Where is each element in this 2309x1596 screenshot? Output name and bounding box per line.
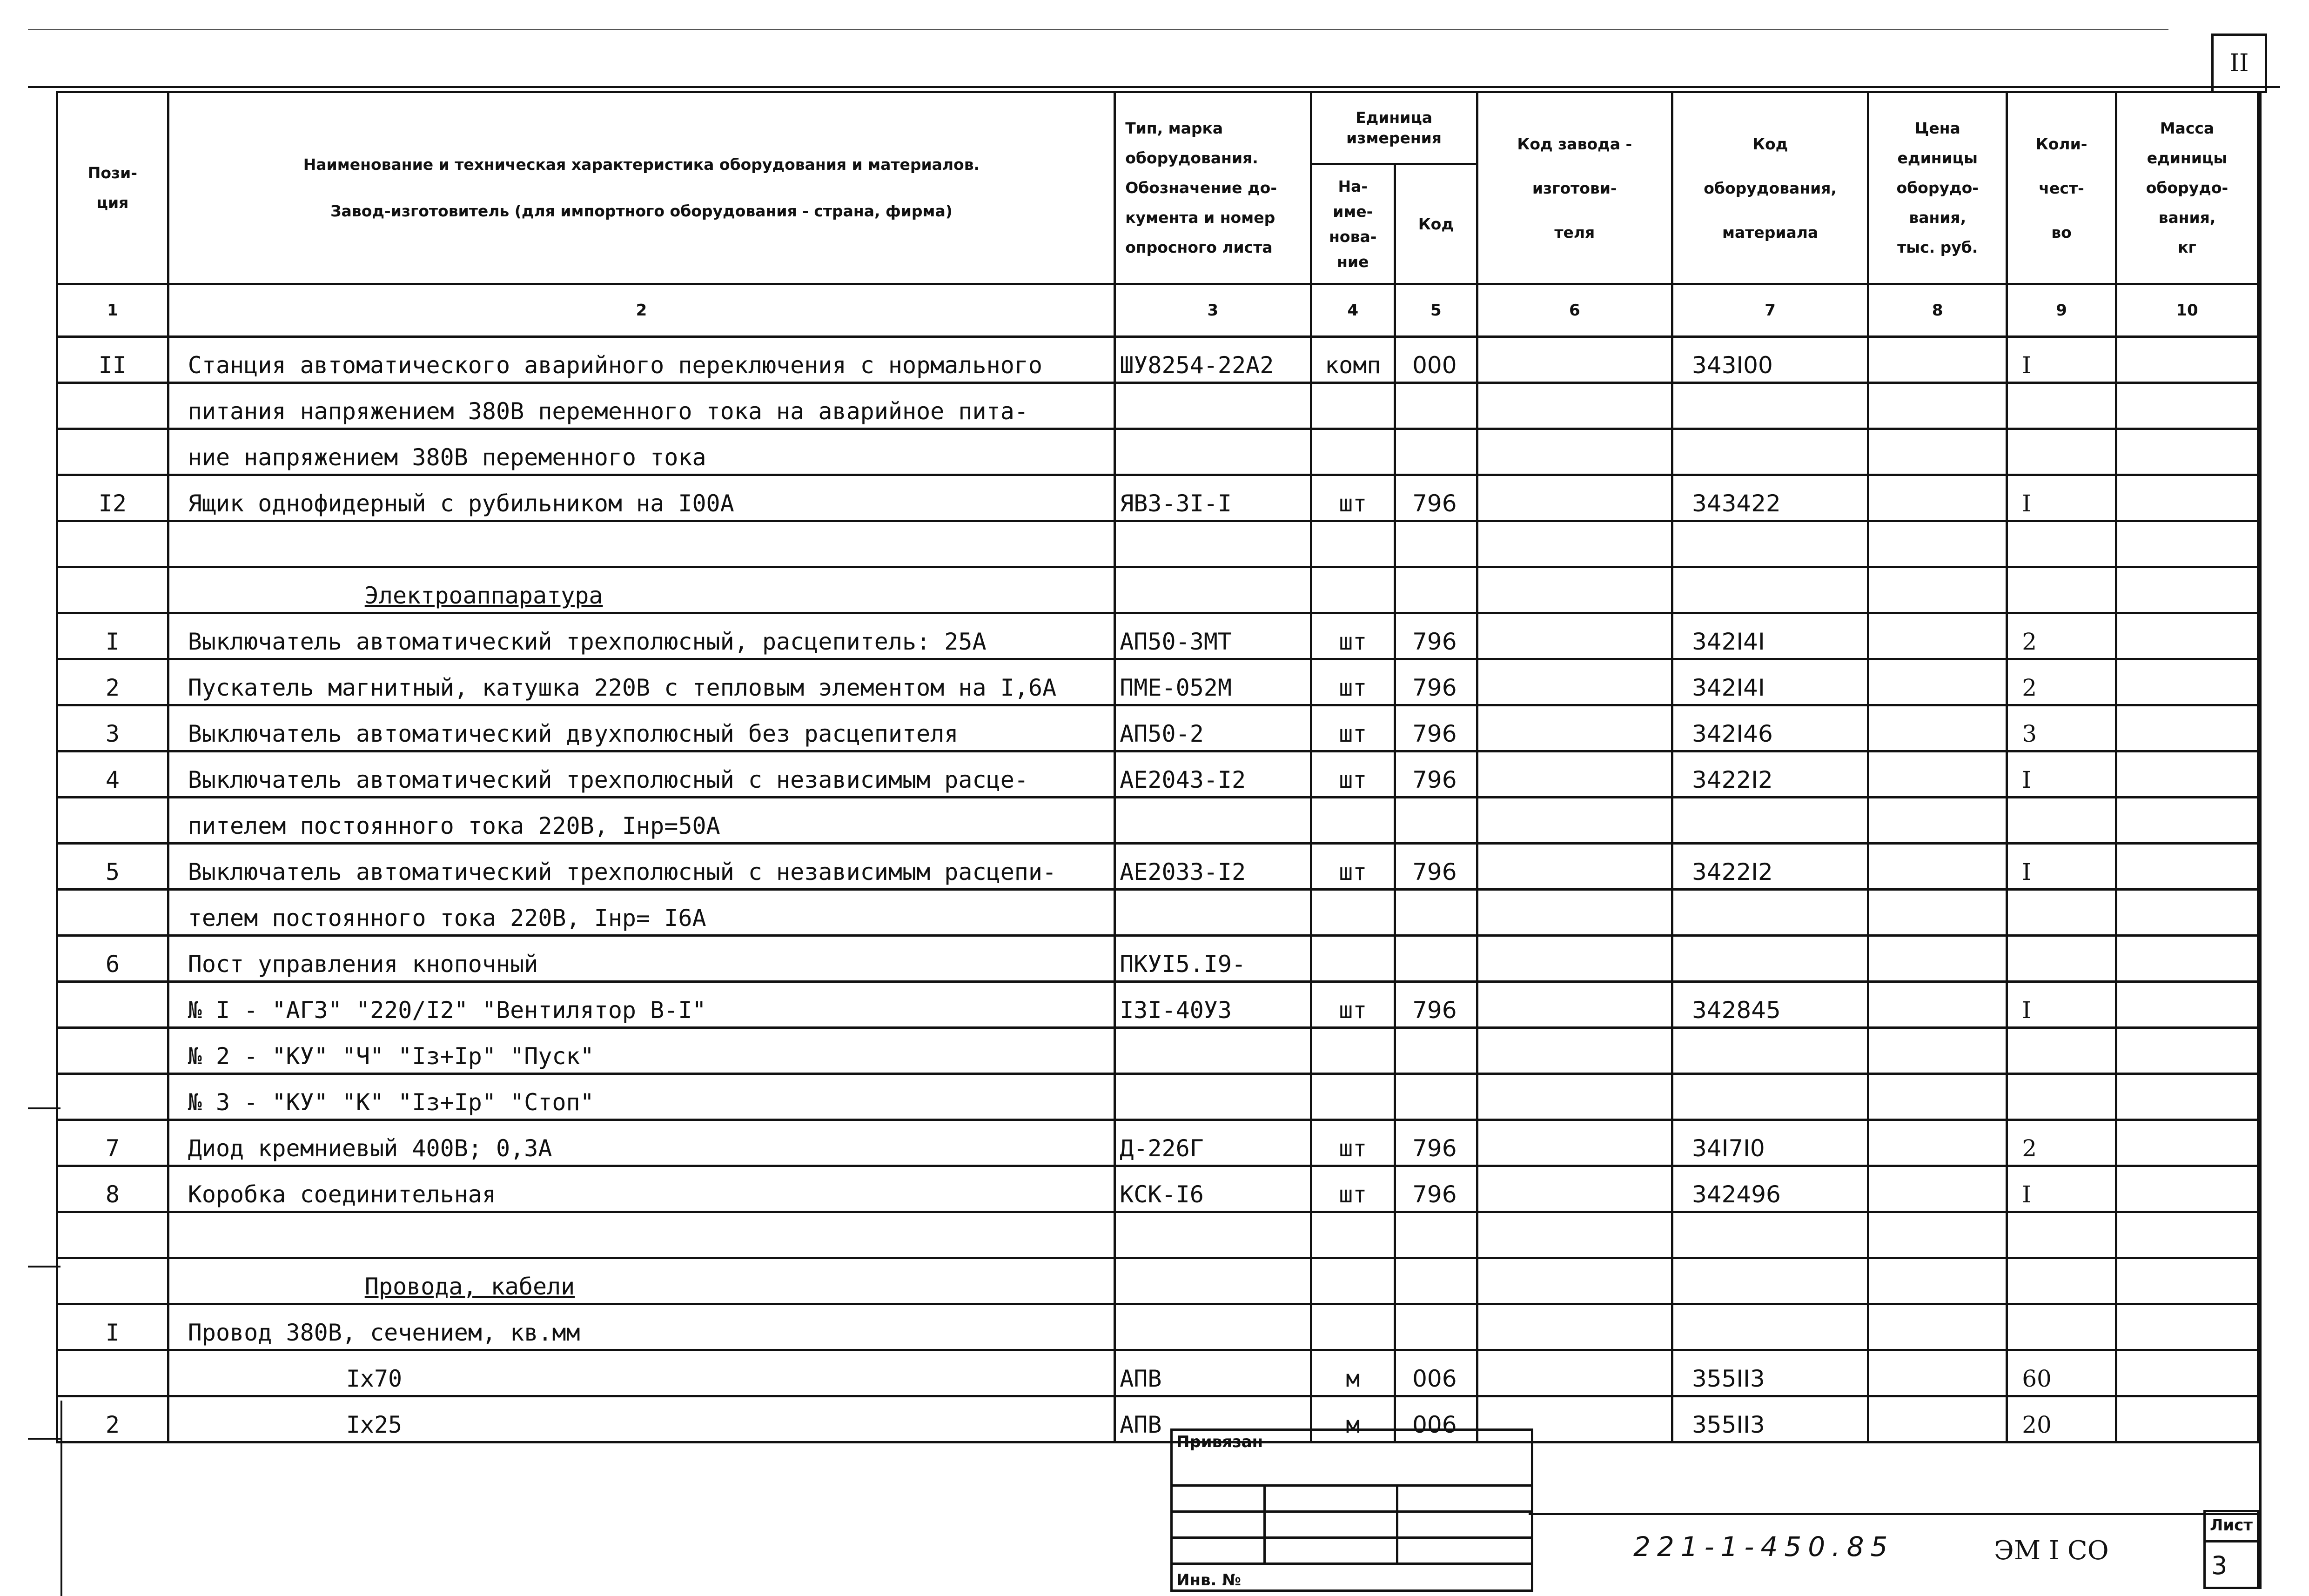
cell-mass [2116,1120,2258,1166]
cell-equip [1672,521,1868,567]
cell-name: № I - "АГЗ" "220/I2" "Вентилятор В-I" [168,982,1114,1028]
header-name: Наименование и техническая характеристика оборудования и материалов. Завод-изготовитель (для импортного оборудования - страна, фирма) [168,92,1114,284]
cell-mass [2116,798,2258,844]
cell-unit: шт [1311,613,1395,659]
cell-factory [1477,936,1672,982]
cell-unit: шт [1311,1166,1395,1212]
cell-qty [2007,1304,2116,1350]
cell-type: КСК-I6 [1115,1166,1311,1212]
cell-factory [1477,1258,1672,1304]
cell-name: Iх25 [168,1396,1114,1442]
cell-type [1115,890,1311,936]
header-unit-name: На- име- нова- ние [1311,164,1395,284]
cell-code [1395,567,1477,613]
table-row [57,798,2258,844]
cell-unit [1311,1028,1395,1074]
cell-pos: 7 [57,1120,168,1166]
cell-price [1868,659,2007,705]
cell-qty [2007,1028,2116,1074]
cell-factory [1477,475,1672,521]
cell-qty [2007,1074,2116,1120]
cell-pos: 8 [57,1166,168,1212]
cell-pos [57,1350,168,1396]
table-row [57,751,2258,798]
cell-code [1395,1212,1477,1258]
cell-type: I3I-40У3 [1115,982,1311,1028]
cell-pos: I2 [57,475,168,521]
cell-code: 796 [1395,751,1477,798]
cell-type: АЕ2043-I2 [1115,751,1311,798]
cell-mass [2116,982,2258,1028]
table-row [57,1258,2258,1304]
cell-type [1115,1028,1311,1074]
frame-top-line [28,86,2280,88]
cell-unit [1311,429,1395,475]
cell-qty [2007,798,2116,844]
cell-type: ШУ8254-22А2 [1115,337,1311,383]
cell-type: АП50-2 [1115,705,1311,751]
cell-factory [1477,613,1672,659]
cell-unit [1311,936,1395,982]
cell-unit: м [1311,1350,1395,1396]
table-row [57,429,2258,475]
table-row [57,936,2258,982]
cell-mass [2116,751,2258,798]
cell-pos [57,567,168,613]
cell-price [1868,1074,2007,1120]
header-unit-group: Единица измерения [1311,92,1477,164]
cell-factory [1477,1304,1672,1350]
cell-code [1395,1028,1477,1074]
cell-qty: I [2007,337,2116,383]
cell-name: Электроаппаратура [168,567,1114,613]
cell-type: АЕ2033-I2 [1115,844,1311,890]
cell-factory [1477,844,1672,890]
cell-pos [57,1074,168,1120]
cell-name: Провод 380В, сечением, кв.мм [168,1304,1114,1350]
cell-pos: 2 [57,659,168,705]
cell-factory [1477,1120,1672,1166]
cell-type [1115,1074,1311,1120]
cell-code: 796 [1395,982,1477,1028]
margin-tick [28,1107,60,1109]
cell-qty: I [2007,844,2116,890]
table-row [57,1120,2258,1166]
cell-mass [2116,429,2258,475]
cell-factory [1477,751,1672,798]
cell-code: 000 [1395,337,1477,383]
cell-type [1115,567,1311,613]
cell-pos [57,798,168,844]
table-row [57,1166,2258,1212]
cell-code [1395,429,1477,475]
table-row [57,1028,2258,1074]
cell-price [1868,475,2007,521]
cell-qty [2007,521,2116,567]
cell-code [1395,521,1477,567]
cell-code [1395,1258,1477,1304]
cell-equip: 342I46 [1672,705,1868,751]
cell-type [1115,1258,1311,1304]
approval-stamp [1170,1428,1533,1592]
top-rule [28,29,2168,30]
cell-qty [2007,1258,2116,1304]
cell-qty [2007,429,2116,475]
cell-type: АП50-3МТ [1115,613,1311,659]
cell-factory [1477,1166,1672,1212]
cell-unit [1311,1304,1395,1350]
cell-equip [1672,1258,1868,1304]
cell-type [1115,429,1311,475]
cell-code: 796 [1395,844,1477,890]
cell-price [1868,521,2007,567]
cell-mass [2116,1028,2258,1074]
cell-factory [1477,1212,1672,1258]
cell-equip: 342I4I [1672,659,1868,705]
cell-qty: 60 [2007,1350,2116,1396]
cell-factory [1477,567,1672,613]
cell-mass [2116,613,2258,659]
cell-type: ПМЕ-052М [1115,659,1311,705]
cell-code: 796 [1395,1166,1477,1212]
cell-pos [57,383,168,429]
cell-unit: шт [1311,844,1395,890]
cell-equip [1672,383,1868,429]
title-block-top-line [1529,1513,2259,1515]
cell-unit [1311,1212,1395,1258]
cell-unit [1311,1074,1395,1120]
cell-unit [1311,383,1395,429]
corner-sheet-number: II [2211,34,2267,93]
cell-qty: I [2007,751,2116,798]
cell-mass [2116,1396,2258,1442]
cell-code: 006 [1395,1396,1477,1442]
cell-equip: 3422I2 [1672,844,1868,890]
cell-pos: I [57,1304,168,1350]
cell-price [1868,1304,2007,1350]
header-mass: Масса единицы оборудо- вания, кг [2116,92,2258,284]
cell-mass [2116,659,2258,705]
cell-mass [2116,1074,2258,1120]
cell-qty [2007,936,2116,982]
cell-type: ЯВЗ-3I-I [1115,475,1311,521]
cell-price [1868,429,2007,475]
cell-qty [2007,567,2116,613]
cell-type: ПКУI5.I9- [1115,936,1311,982]
cell-code: 796 [1395,705,1477,751]
cell-pos [57,521,168,567]
cell-mass [2116,1258,2258,1304]
cell-equip [1672,1304,1868,1350]
cell-factory [1477,705,1672,751]
cell-type [1115,521,1311,567]
cell-equip: 343I00 [1672,337,1868,383]
cell-name: телем постоянного тока 220В, Iнр= I6А [168,890,1114,936]
cell-pos: 5 [57,844,168,890]
cell-mass [2116,705,2258,751]
stamp-privyazan: Привязан [1172,1430,1532,1486]
cell-name: ние напряжением 380В переменного тока [168,429,1114,475]
cell-mass [2116,475,2258,521]
table-row [57,1304,2258,1350]
cell-factory [1477,337,1672,383]
cell-pos [57,890,168,936]
cell-equip: 343422 [1672,475,1868,521]
cell-name [168,1212,1114,1258]
cell-mass [2116,567,2258,613]
header-type: Тип, марка оборудования. Обозначение до- кумента и номер опросного листа [1115,92,1311,284]
cell-type [1115,1212,1311,1258]
cell-price [1868,337,2007,383]
cell-qty: 2 [2007,613,2116,659]
cell-price [1868,1212,2007,1258]
cell-factory [1477,890,1672,936]
cell-mass [2116,1350,2258,1396]
cell-name: Пускатель магнитный, катушка 220В с тепловым элементом на I,6А [168,659,1114,705]
header-quantity: Коли- чест- во [2007,92,2116,284]
cell-code: 796 [1395,659,1477,705]
cell-code [1395,890,1477,936]
cell-equip [1672,1212,1868,1258]
margin-tick [28,1266,60,1267]
cell-code [1395,1304,1477,1350]
cell-name: № 3 - "КУ" "К" "Iз+Iр" "Стоп" [168,1074,1114,1120]
cell-equip [1672,1074,1868,1120]
cell-qty: 2 [2007,1120,2116,1166]
sheet-label: Лист [2206,1512,2257,1542]
cell-price [1868,936,2007,982]
cell-pos: 3 [57,705,168,751]
table-row [57,1074,2258,1120]
cell-name: Выключатель автоматический трехполюсный с независимым расцепи- [168,844,1114,890]
table-row [57,1396,2258,1442]
table-row [57,705,2258,751]
cell-equip [1672,1028,1868,1074]
column-number-row: 1 2 3 4 5 6 7 8 9 10 [57,284,2258,337]
cell-unit: м [1311,1396,1395,1442]
cell-name: Выключатель автоматический двухполюсный без расцепителя [168,705,1114,751]
cell-price [1868,890,2007,936]
cell-mass [2116,936,2258,982]
cell-code [1395,1074,1477,1120]
cell-price [1868,982,2007,1028]
cell-code [1395,936,1477,982]
frame-left-bottom [60,1401,62,1596]
cell-unit: комп [1311,337,1395,383]
cell-pos [57,1258,168,1304]
cell-qty: I [2007,1166,2116,1212]
cell-name [168,521,1114,567]
cell-factory [1477,1350,1672,1396]
table-row [57,890,2258,936]
cell-name: пителем постоянного тока 220В, Iнр=50А [168,798,1114,844]
table-row [57,982,2258,1028]
cell-pos: II [57,337,168,383]
cell-pos: 2 [57,1396,168,1442]
table-row [57,1212,2258,1258]
table-row [57,521,2258,567]
cell-equip [1672,429,1868,475]
cell-name: Станция автоматического аварийного переключения с нормального [168,337,1114,383]
cell-equip [1672,890,1868,936]
cell-factory [1477,1028,1672,1074]
specification-table [56,91,2259,1443]
cell-factory [1477,798,1672,844]
cell-mass [2116,1212,2258,1258]
sheet-label-box [2203,1510,2259,1589]
cell-code: 006 [1395,1350,1477,1396]
header-price: Цена единицы оборудо- вания, тыс. руб. [1868,92,2007,284]
cell-type [1115,383,1311,429]
cell-pos [57,982,168,1028]
cell-type: Д-226Г [1115,1120,1311,1166]
cell-unit: шт [1311,751,1395,798]
header-unit-code: Код [1395,164,1477,284]
cell-unit: шт [1311,659,1395,705]
cell-name: Коробка соединительная [168,1166,1114,1212]
cell-type [1115,798,1311,844]
cell-unit [1311,1258,1395,1304]
cell-equip: 342I4I [1672,613,1868,659]
cell-price [1868,1120,2007,1166]
cell-code [1395,383,1477,429]
frame-bottom-right [2259,91,2262,1589]
cell-mass [2116,1166,2258,1212]
cell-name: № 2 - "КУ" "Ч" "Iз+Iр" "Пуск" [168,1028,1114,1074]
cell-equip [1672,798,1868,844]
cell-equip: 355II3 [1672,1350,1868,1396]
cell-name: Диод кремниевый 400В; 0,3А [168,1120,1114,1166]
cell-equip [1672,567,1868,613]
cell-equip: 342496 [1672,1166,1868,1212]
cell-name: Выключатель автоматический трехполюсный с независимым расце- [168,751,1114,798]
cell-mass [2116,844,2258,890]
cell-pos [57,1028,168,1074]
cell-unit: шт [1311,475,1395,521]
cell-factory [1477,659,1672,705]
cell-price [1868,751,2007,798]
cell-equip: 342845 [1672,982,1868,1028]
cell-qty: 20 [2007,1396,2116,1442]
cell-pos: I [57,613,168,659]
cell-qty [2007,383,2116,429]
cell-qty: I [2007,475,2116,521]
cell-equip [1672,936,1868,982]
cell-unit [1311,798,1395,844]
cell-unit [1311,567,1395,613]
cell-factory [1477,982,1672,1028]
cell-name: Провода, кабели [168,1258,1114,1304]
cell-qty [2007,890,2116,936]
cell-unit [1311,890,1395,936]
cell-price [1868,567,2007,613]
cell-mass [2116,383,2258,429]
table-row [57,613,2258,659]
cell-code: 796 [1395,613,1477,659]
cell-unit: шт [1311,705,1395,751]
cell-name: Iх70 [168,1350,1114,1396]
cell-factory [1477,429,1672,475]
header-equipment-code: Код оборудования, материала [1672,92,1868,284]
document-code: ЭМ I СО [1994,1536,2109,1566]
margin-tick [28,1438,60,1440]
table-row [57,659,2258,705]
document-number: 221-1-450.85 [1633,1531,1894,1562]
cell-name: питания напряжением 380В переменного тока на аварийное пита- [168,383,1114,429]
table-row [57,383,2258,429]
cell-pos: 6 [57,936,168,982]
header-factory-code: Код завода - изготови- теля [1477,92,1672,284]
cell-type: АПВ [1115,1350,1311,1396]
cell-code: 796 [1395,1120,1477,1166]
cell-code: 796 [1395,475,1477,521]
cell-price [1868,1166,2007,1212]
cell-price [1868,1396,2007,1442]
cell-mass [2116,1304,2258,1350]
cell-equip: 355II3 [1672,1396,1868,1442]
cell-pos: 4 [57,751,168,798]
cell-name: Пост управления кнопочный [168,936,1114,982]
cell-factory [1477,1074,1672,1120]
stamp-inventory: Инв. № [1172,1564,1532,1591]
header-position: Пози- ция [57,92,168,284]
cell-qty: 2 [2007,659,2116,705]
table-row [57,1350,2258,1396]
table-row [57,844,2258,890]
cell-price [1868,383,2007,429]
cell-price [1868,1028,2007,1074]
cell-price [1868,1258,2007,1304]
cell-equip: 34I7I0 [1672,1120,1868,1166]
cell-pos [57,429,168,475]
cell-type: АПВ [1115,1396,1311,1442]
table-row [57,337,2258,383]
cell-name: Выключатель автоматический трехполюсный, расцепитель: 25А [168,613,1114,659]
cell-unit: шт [1311,1120,1395,1166]
cell-qty: 3 [2007,705,2116,751]
cell-qty: I [2007,982,2116,1028]
cell-mass [2116,890,2258,936]
cell-price [1868,798,2007,844]
cell-price [1868,844,2007,890]
cell-mass [2116,337,2258,383]
cell-price [1868,613,2007,659]
cell-qty [2007,1212,2116,1258]
cell-factory [1477,383,1672,429]
cell-equip: 3422I2 [1672,751,1868,798]
cell-unit: шт [1311,982,1395,1028]
cell-unit [1311,521,1395,567]
cell-mass [2116,521,2258,567]
cell-name: Ящик однофидерный с рубильником на I00А [168,475,1114,521]
table-row [57,567,2258,613]
cell-price [1868,705,2007,751]
cell-type [1115,1304,1311,1350]
sheet-number: 3 [2211,1551,2228,1580]
table-row [57,475,2258,521]
cell-price [1868,1350,2007,1396]
cell-factory [1477,521,1672,567]
cell-pos [57,1212,168,1258]
cell-code [1395,798,1477,844]
